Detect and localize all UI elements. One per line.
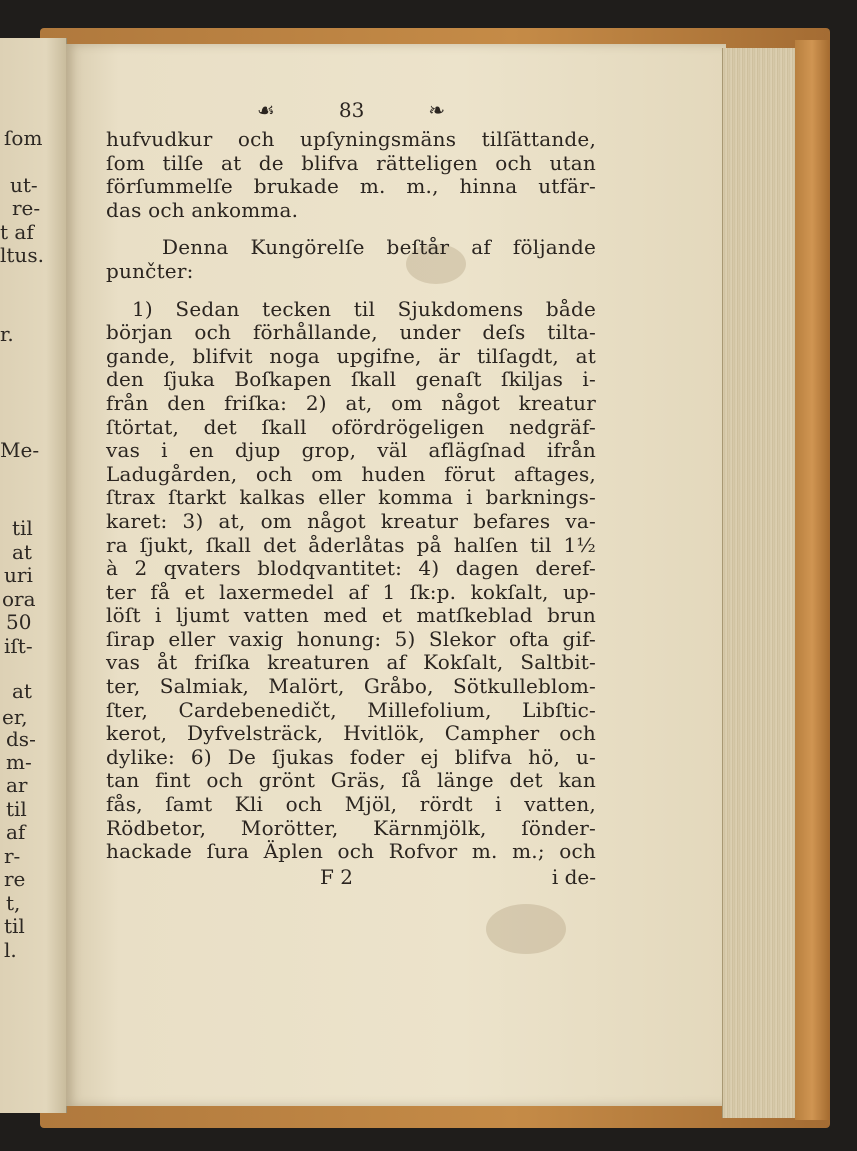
text-line: tan fint och grönt Gräs, ſå länge det kan <box>106 768 596 793</box>
previous-page-word: t, <box>6 891 21 915</box>
paragraph-intro <box>106 128 596 222</box>
previous-page-word: til <box>4 914 25 938</box>
text-line: ſirap eller vaxig honung: 5) Slekor ofta gif- <box>106 626 596 651</box>
text-line: vas åt friſka kreaturen af Kokſalt, Saltbit- <box>106 650 596 675</box>
text-line: från den friſka: 2) at, om något kreatur <box>106 390 596 415</box>
text-line: dylike: 6) De ſjukas foder ej blifva hö, u- <box>106 744 596 769</box>
previous-page-word: af <box>6 820 26 844</box>
previous-page-word: til <box>6 797 27 821</box>
cover-edge <box>795 40 829 1120</box>
previous-page-word: at <box>12 679 32 703</box>
previous-page-word: ar <box>6 773 28 797</box>
signature-mark: F 2 <box>320 864 353 889</box>
previous-page-word: til <box>12 516 33 540</box>
running-header <box>106 92 596 128</box>
text-line: ſom tilſe at de blifva rätteligen och utan <box>106 150 596 175</box>
previous-page-word: ut- <box>10 173 38 197</box>
previous-page-word: at <box>12 540 32 564</box>
text-line: förſummelſe brukade m. m., hinna utfär- <box>106 174 596 199</box>
text-line: ter, Salmiak, Malört, Gråbo, Sötkulleblom- <box>106 674 596 699</box>
previous-page-word: re <box>4 867 26 891</box>
text-line: gande, blifvit noga upgifne, är tilſagdt, at <box>106 343 596 368</box>
text-line: Denna Kungörelſe beſtår af följande <box>162 235 596 260</box>
text-line: hackade ſura Äplen och Rofvor m. m.; och <box>106 839 596 864</box>
text-line: das och ankomma. <box>106 197 299 222</box>
previous-page-edge <box>0 38 67 1113</box>
previous-page-word: r- <box>4 844 21 868</box>
text-line: hufvudkur och upſyningsmäns tilſättande, <box>106 127 596 151</box>
previous-page-word: ſom <box>4 126 43 150</box>
previous-page-word: r. <box>0 322 14 346</box>
previous-page-word: iſt- <box>4 634 33 658</box>
ornament-left-icon: ☙ <box>256 98 275 122</box>
previous-page-word: ds- <box>6 727 36 751</box>
previous-page-word: t af <box>0 220 34 244</box>
text-line: ra ſjukt, ſkall det åderlåtas på halſen til 1½ <box>106 532 596 557</box>
previous-page-word: l. <box>4 938 17 962</box>
text-line: Rödbetor, Morötter, Kärnmjölk, ſönder- <box>106 815 596 840</box>
paragraph-points <box>106 298 596 864</box>
text-line: ter få et laxermedel af 1 ſk:p. kokſalt, up- <box>106 579 596 604</box>
text-line: punčter: <box>106 258 194 283</box>
page-edges <box>722 48 799 1118</box>
text-line: karet: 3) at, om något kreatur befares va- <box>106 508 596 533</box>
text-line: ſtörtat, det ſkall ofördrögeligen nedgräf- <box>106 414 596 439</box>
page-footer <box>106 864 596 890</box>
text-line: början och förhållande, under deſs tilta- <box>106 320 596 345</box>
previous-page-word: ltus. <box>0 243 44 267</box>
text-line: ſtrax ſtarkt kalkas eller komma i barknings- <box>106 485 596 510</box>
previous-page-word: uri <box>4 563 33 587</box>
paragraph-heading <box>106 236 596 283</box>
previous-page-word: 50 <box>6 610 32 634</box>
text-line: Ladugården, och om huden förut aftages, <box>106 461 596 486</box>
text-line: fås, ſamt Kli och Mjöl, rördt i vatten, <box>106 792 596 817</box>
page-text <box>106 92 596 890</box>
text-line: kerot, Dyfvelsträck, Hvitlök, Campher och <box>106 721 596 746</box>
page-number: 83 <box>338 98 365 122</box>
previous-page-word: er, <box>2 705 28 729</box>
previous-page-word: re- <box>12 196 41 220</box>
ornament-right-icon: ❧ <box>428 98 446 122</box>
previous-page-word: ora <box>2 587 36 611</box>
previous-page-word: Me- <box>0 438 40 462</box>
previous-page-word: m- <box>6 750 32 774</box>
text-line: löſt i ljumt vatten med et matſkeblad brun <box>106 603 596 628</box>
text-line: 1) Sedan tecken til Sjukdomens både <box>132 296 596 321</box>
text-line: ſter, Cardebenedičt, Millefolium, Libſtic- <box>106 697 596 722</box>
catchword: i de- <box>551 864 596 889</box>
previous-page-text <box>0 38 66 1113</box>
text-line: den ſjuka Boſkapen ſkall genaſt ſkiljas i- <box>106 367 596 392</box>
text-line: à 2 qvaters blodqvantitet: 4) dagen deref- <box>106 556 596 581</box>
text-line: vas i en djup grop, väl aflägſnad ifrån <box>106 438 596 463</box>
